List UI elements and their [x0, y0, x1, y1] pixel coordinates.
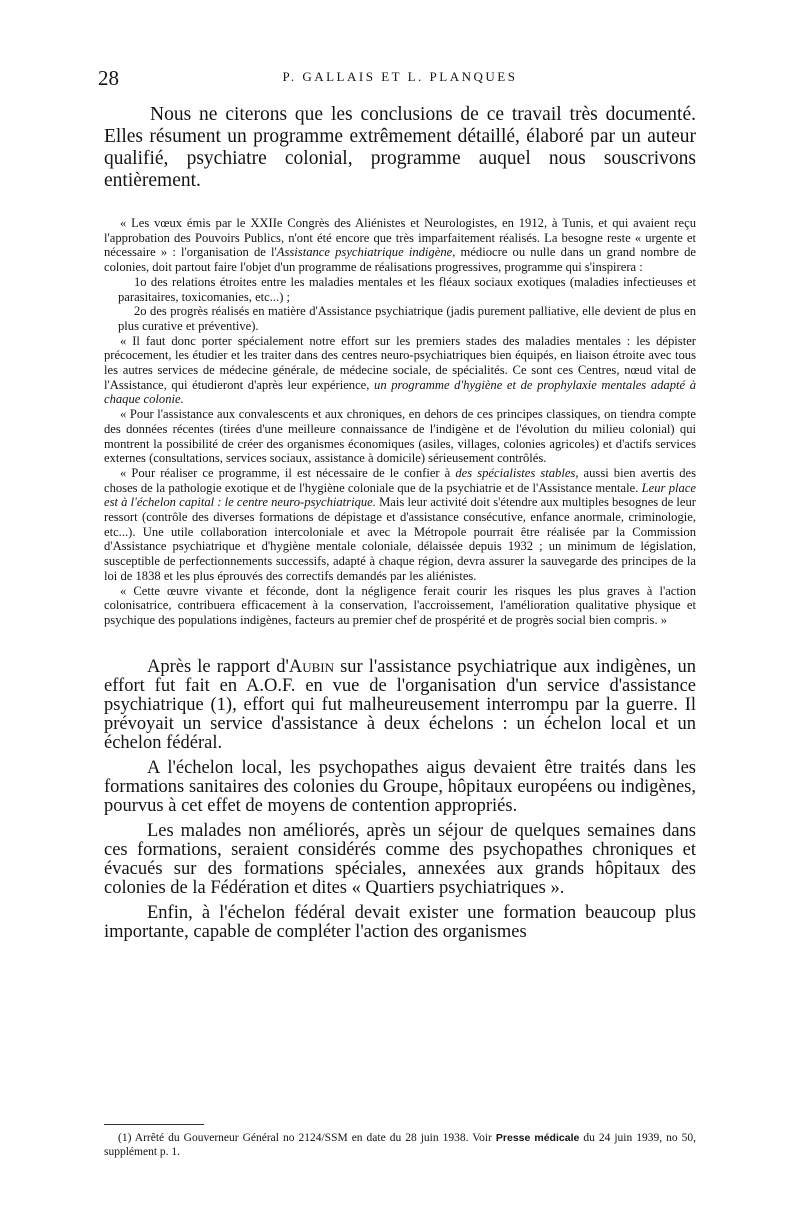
quote-list-item: 2o des progrès réalisés en matière d'Assistance psychiatrique (jadis purement palliative, elle devient de plus en plus curative et préventive). — [118, 304, 696, 333]
quote-italic: des spécialistes stables — [455, 465, 576, 480]
quote-paragraph: « Cette œuvre vivante et féconde, dont la négligence ferait courir les risques les plus graves à l'action colonisatrice, contribuera efficacement à la conservation, l'accroissement, l'amélioration qualitative physique et psychique des populations indigènes, facteurs au premier chef de prospérité et de progrès social bien compris. » — [104, 583, 696, 627]
quote-text: « Pour réaliser ce programme, il est nécessaire de le confier à — [120, 465, 456, 480]
body-paragraph — [104, 658, 696, 753]
quote-text: « Les vœux émis par le XXIIe Congrès des Aliénistes et Neurologistes, en 1912, à Tunis, et qui avaient reçu l'approbation des Pouvoirs Publics, n'ont été encore que très imparfaitement réalisés. La besogne reste « urgente et nécessaire » : l'organisation de l' — [104, 216, 696, 260]
intro-paragraph: Nous ne citerons que les conclusions de ce travail très documenté. Elles résument un programme extrêmement détaillé, élaboré par un auteur qualifié, psychiatre colonial, programme auquel nous souscrivons entièrement. — [104, 104, 696, 191]
footnote-rule — [104, 1124, 204, 1125]
block-quotation — [104, 216, 696, 628]
quote-text: Mais leur activité doit s'étendre aux multiples besognes de leur ressort (contrôle des diverses formations de dépistage et d'assistance consécutive, enfance anormale, criminologie, etc...). Une utile collaboration intercoloniale et avec la Métropole pourrait être réalisée par la Commission d'Assistance psychiatrique et d'hygiène mentale coloniale, délaissée depuis 1932 ; un minimum de législation, susceptible de perfectionnements successifs, adapté à chaque région, devra assurer la sauvegarde des principes de la loi de 1838 et les plus éprouvés des correctifs demandés par les aliénistes. — [104, 495, 696, 583]
quote-paragraph: « Pour l'assistance aux convalescents et aux chroniques, en dehors de ces principes classiques, on tiendra compte des données récentes (tirées d'une meilleure connaissance de l'indigène et de l'évolution du milieu colonial) qui montrent la possibilité de créer des organismes économiques (asiles, villages, colonies agricoles) et d'actifs services externes (consultations, services sociaux, assistance à domicile) sérieusement contrôlés. — [104, 407, 696, 466]
body-paragraph: Enfin, à l'échelon fédéral devait exister une formation beaucoup plus importante, capable de compléter l'action des organismes — [104, 902, 696, 942]
author-name: Aubin — [288, 656, 334, 677]
quote-text: « Il faut donc porter spécialement notre effort sur les premiers stades des maladies mentales : les dépister précocement, les étudier et les traiter dans des centres neuro-psychiatriques bien équipés, en liaison étroite avec tous les autres services de médecine générale, de médecine sociale, de spécialités. Ce sont ces Centres, nœud vital de l'Assistance, qui étudieront d'après leur expérience, — [104, 333, 696, 392]
footnote-text: du 24 juin 1939, no 50, supplément p. 1. — [104, 1132, 696, 1158]
page-number: 28 — [98, 66, 119, 90]
footnote-text: (1) Arrêté du Gouverneur Général no 2124/SSM en date du 28 juin 1938. Voir — [118, 1132, 496, 1144]
quote-paragraph — [104, 334, 696, 408]
footnote — [104, 1131, 696, 1159]
footnote-journal: Presse médicale — [495, 1132, 580, 1144]
quote-italic: Assistance psychiatrique indigène — [276, 245, 453, 260]
quote-text: , aussi bien avertis des choses de la pathologie exotique et de l'hygiène coloniale que de la psychiatrie et de l'Assistance mentale. — [104, 465, 696, 495]
page-header — [98, 66, 702, 90]
body-text-span: sur l'assistance psychiatrique aux indigènes, un effort fut fait en A.O.F. en vue de l'organisation d'un service d'assistance psychiatrique (1), effort qui fut malheureusement interrompu par la guerre. Il prévoyait un service d'assistance à deux échelons : un échelon local et un échelon fédéral. — [104, 656, 696, 753]
quote-paragraph — [104, 216, 696, 275]
quote-list-item: 1o des relations étroites entre les maladies mentales et les fléaux sociaux exotiques (maladies infectieuses et parasitaires, toxicomanies, etc...) ; — [118, 274, 696, 304]
quote-text: , médiocre ou nulle dans un grand nombre de colonies, doit partout faire l'objet d'un programme de réalisations progressives, programme qui s'inspirera : — [104, 245, 696, 275]
body-text-span: Après le rapport d' — [147, 656, 289, 677]
quote-italic: Leur place est à l'échelon capital : le centre neuro-psychiatrique. — [104, 480, 697, 510]
quote-paragraph — [104, 466, 696, 584]
body-text — [104, 658, 696, 942]
quote-italic: un programme d'hygiène et de prophylaxie mentales adapté à chaque colonie. — [104, 377, 697, 407]
body-paragraph: Les malades non améliorés, après un séjour de quelques semaines dans ces formations, seraient considérés comme des psychopathes chroniques et évacués sur des formations spéciales, annexées aux grands hôpitaux des colonies de la Fédération et dites « Quartiers psychiatriques ». — [104, 820, 696, 898]
running-head: P. GALLAIS ET L. PLANQUES — [282, 69, 518, 84]
main-text — [104, 104, 696, 948]
body-paragraph: A l'échelon local, les psychopathes aigus devaient être traités dans les formations sanitaires des colonies du Groupe, hôpitaux européens ou indigènes, pourvus à cet effet de moyens de contention appropriés. — [104, 757, 696, 816]
